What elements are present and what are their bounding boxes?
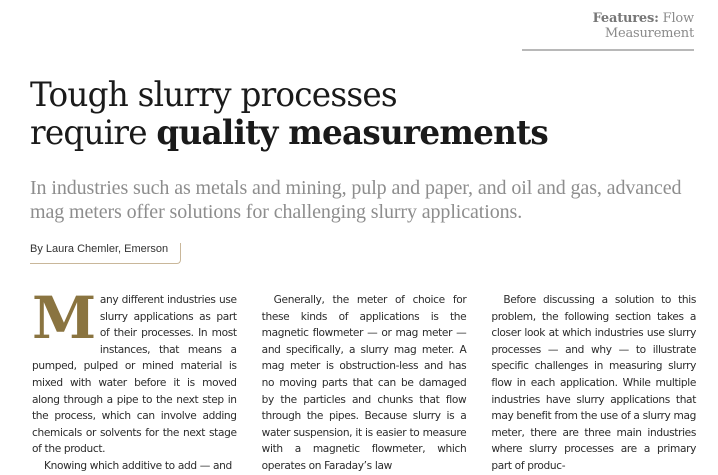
paragraph: Generally, the meter of choice for these kinds of applications is the magnetic flowmeter — or mag meter — and specifically, a slurry mag meter. A mag meter is obstruction-less and has no moving parts that can be damaged by the particles and chunks that flow through the pipes. Because slurry is a water suspension, it is easier to measure with a magnetic flowmeter, which operates on Faraday’s law — [261, 294, 467, 472]
drop-cap: M — [32, 284, 96, 352]
headline-line-2-regular: require — [30, 113, 157, 153]
paragraph: Before discussing a solution to this problem, the following section takes a closer look at which industries use slurry processes — and why — to illustrate specific challenges in measuring slurry flow in each application. While multiple industries have slurry applications that may benefit from the use of a slurry mag meter, there are three main industries where slurry processes are a primary part of produc- — [491, 294, 697, 472]
headline-line-1: Tough slurry processes — [30, 75, 397, 115]
headline-line-2-bold: quality measurements — [156, 113, 548, 153]
byline: By Laura Chemler, Emerson — [30, 243, 181, 264]
article-body — [32, 284, 697, 475]
column-1 — [32, 284, 237, 475]
headline — [30, 76, 548, 152]
deck: In industries such as metals and mining, pulp and paper, and oil and gas, advanced mag meters offer solutions for challenging slurry applications. — [30, 177, 682, 223]
paragraph: Knowing which additive to add — and — [44, 459, 232, 472]
section-header — [522, 11, 694, 51]
section-name: Flow Measurement — [604, 11, 694, 41]
section-kicker: Features: — [592, 11, 659, 26]
column-2 — [262, 292, 467, 475]
paragraph-text: any different industries use slurry applications as part of their processes. In most instances, that means a pumped, pulped or mined material is mixed with water before it is moved along through a pipe to the next step in the process, which can involve adding chemicals or solvents for the next stage of the product. — [32, 294, 237, 456]
paragraph — [32, 284, 237, 458]
column-3 — [491, 292, 696, 475]
